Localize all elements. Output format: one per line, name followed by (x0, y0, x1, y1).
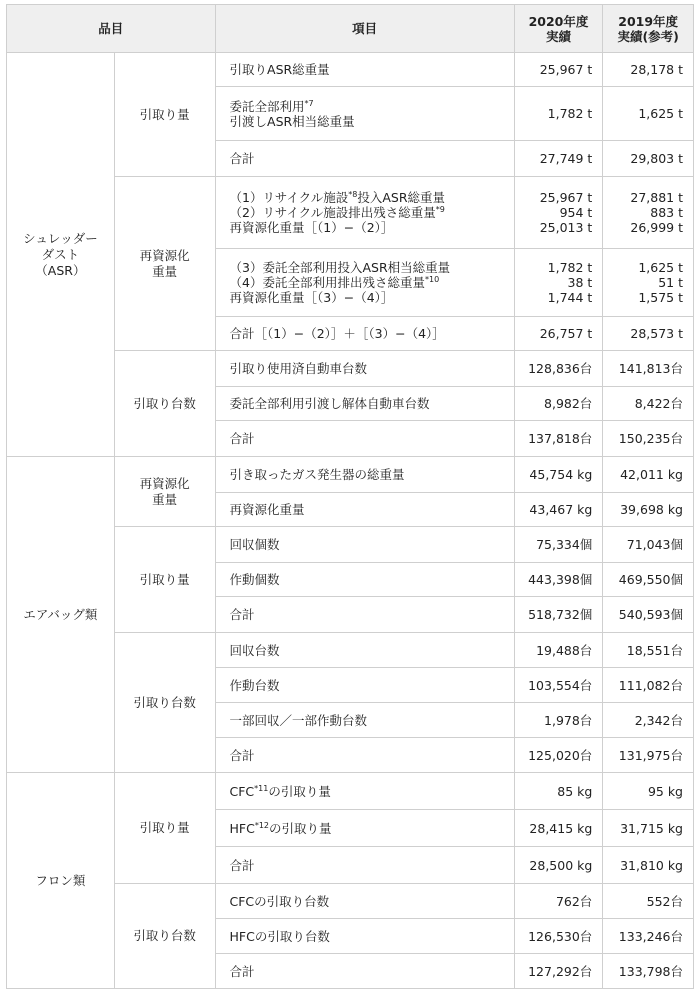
value-2019-cell (603, 847, 694, 884)
value-2019-cell-line: 51 t (658, 275, 683, 290)
value-2019-cell (603, 317, 694, 351)
item-text-cont: 投入ASR総重量 (357, 190, 445, 205)
value-2020-cell-line: 127,292台 (528, 963, 593, 979)
item-cell (215, 53, 514, 87)
category-cell (7, 457, 115, 773)
value-2020-cell-line: 137,818台 (528, 431, 593, 446)
subcategory-cell-line: 再資源化 (139, 475, 190, 491)
value-2019-cell (603, 493, 694, 527)
item-text: CFC (229, 783, 255, 799)
table-row (7, 53, 694, 87)
value-2019-cell (603, 457, 694, 493)
value-2019-cell (603, 703, 694, 738)
item-text: 合計 (229, 431, 255, 446)
value-2020-cell (514, 954, 603, 989)
item-cell (215, 668, 514, 703)
subcategory-cell (114, 457, 215, 527)
item-line (230, 326, 513, 341)
value-2020-cell (514, 563, 603, 597)
item-text: 作動台数 (229, 677, 280, 693)
item-line (230, 431, 513, 446)
value-2020-cell (514, 249, 603, 317)
value-2019-cell (603, 668, 694, 703)
value-2020-cell (514, 457, 603, 493)
value-2020-cell (514, 738, 603, 773)
item-cell (215, 177, 514, 249)
header-fy2019-line1: 2019年度 (618, 13, 679, 29)
value-2020-cell-line: 954 t (559, 205, 593, 220)
item-line (230, 713, 513, 728)
item-line (230, 396, 513, 411)
value-2020-cell-line: 85 kg (557, 783, 593, 799)
subcategory-cell-line: 引取り台数 (133, 395, 196, 411)
value-2019-cell-line: 26,999 t (630, 220, 683, 235)
value-2019-cell-line: 28,573 t (630, 326, 683, 341)
value-2020-cell-line: 25,967 t (539, 62, 593, 77)
value-2019-cell-line: 469,550個 (618, 572, 683, 587)
item-text: （3）委託全部利用投入ASR相当総重量 (229, 260, 451, 275)
item-cell (215, 563, 514, 597)
subcategory-cell-line: 引取り台数 (133, 694, 196, 710)
value-2020-cell-line: 126,530台 (528, 928, 593, 944)
value-2019-cell-line: 71,043個 (626, 537, 683, 552)
value-2020-cell-line: 443,398個 (528, 572, 593, 587)
value-2019-cell-line: 39,698 kg (620, 502, 683, 517)
value-2020-cell (514, 351, 603, 387)
category-cell-line: フロン類 (35, 872, 86, 888)
item-cell (215, 351, 514, 387)
item-cell (215, 421, 514, 457)
subcategory-cell (114, 53, 215, 177)
subcategory-cell (114, 773, 215, 884)
subcategory-cell-line: 重量 (152, 263, 178, 279)
header-fy2020-line2: 実績 (545, 28, 571, 44)
value-2019-cell (603, 351, 694, 387)
header-fy2020 (514, 5, 603, 53)
subcategory-cell-line: 重量 (152, 491, 178, 507)
value-2019-cell-line: 18,551台 (626, 642, 683, 658)
item-line (230, 748, 513, 763)
subcategory-cell-line: 引取り量 (139, 571, 190, 587)
header-fy2019-line2: 実績(参考) (617, 28, 679, 44)
item-text: 引渡しASR相当総重量 (229, 113, 355, 129)
value-2020-cell-line: 103,554台 (528, 677, 593, 693)
item-line (230, 467, 513, 482)
value-2020-cell (514, 884, 603, 919)
item-text: 合計［（1）−（2）］＋［（3）−（4）］ (229, 326, 445, 341)
item-text: HFC (229, 820, 255, 836)
value-2020-cell (514, 703, 603, 738)
value-2019-cell (603, 177, 694, 249)
item-cell (215, 919, 514, 954)
value-2020-cell-line: 28,500 kg (529, 857, 593, 873)
value-2020-cell (514, 773, 603, 810)
header-item: 項目 (215, 5, 514, 53)
value-2019-cell-line: 1,625 t (638, 106, 683, 121)
value-2019-cell (603, 738, 694, 773)
value-2020-cell-line: 28,415 kg (529, 820, 593, 836)
item-line (230, 572, 513, 587)
item-text-cont: の引取り量 (269, 820, 332, 836)
header-fy2019 (603, 5, 694, 53)
value-2019-cell (603, 141, 694, 177)
table-row (7, 773, 694, 810)
item-cell (215, 954, 514, 989)
value-2020-cell (514, 317, 603, 351)
item-text: HFCの引取り台数 (229, 928, 330, 944)
footnote-mark: *7 (304, 98, 314, 108)
value-2020-cell (514, 493, 603, 527)
item-cell (215, 847, 514, 884)
subcategory-cell-line: 再資源化 (139, 247, 190, 263)
value-2020-cell (514, 633, 603, 668)
item-cell (215, 317, 514, 351)
subcategory-cell (114, 351, 215, 457)
item-cell (215, 633, 514, 668)
table-body (7, 53, 694, 989)
value-2019-cell-line: 141,813台 (618, 361, 683, 376)
subcategory-cell (114, 633, 215, 773)
value-2019-cell-line: 8,422台 (634, 396, 683, 411)
category-cell-line: エアバッグ類 (23, 606, 98, 622)
subcategory-cell-line: 引取り量 (139, 820, 190, 835)
item-text: 合計 (229, 857, 255, 873)
item-line (230, 858, 513, 873)
item-line (230, 114, 513, 129)
value-2019-cell-line: 150,235台 (618, 431, 683, 446)
item-cell (215, 527, 514, 563)
value-2020-cell-line: 8,982台 (544, 396, 593, 411)
item-line (230, 502, 513, 517)
value-2019-cell (603, 387, 694, 421)
table-row (7, 457, 694, 493)
value-2020-cell (514, 668, 603, 703)
footnote-mark: *10 (424, 275, 440, 284)
item-text-cont: の引取り量 (268, 783, 331, 799)
item-text: （1）リサイクル施設 (229, 190, 349, 205)
value-2019-cell-line: 1,575 t (638, 290, 683, 305)
item-cell (215, 884, 514, 919)
item-text: 合計 (229, 607, 255, 622)
value-2019-cell (603, 249, 694, 317)
item-line (230, 894, 513, 909)
category-cell-line: シュレッダー (23, 230, 98, 246)
value-2020-cell-line: 26,757 t (539, 326, 593, 341)
item-line (230, 220, 513, 235)
value-2019-cell-line: 540,593個 (618, 607, 683, 622)
footnote-mark: *9 (435, 205, 445, 214)
item-cell (215, 810, 514, 847)
value-2019-cell (603, 810, 694, 847)
value-2019-cell (603, 53, 694, 87)
item-text: 合計 (229, 963, 255, 979)
value-2020-cell-line: 45,754 kg (529, 467, 593, 482)
value-2019-cell-line: 133,798台 (618, 963, 683, 979)
value-2019-cell-line: 29,803 t (630, 151, 683, 166)
value-2019-cell-line: 28,178 t (630, 62, 683, 77)
value-2020-cell-line: 125,020台 (528, 747, 593, 763)
subcategory-cell (114, 527, 215, 633)
subcategory-cell (114, 177, 215, 351)
item-line (230, 929, 513, 944)
item-line (230, 275, 513, 290)
value-2020-cell (514, 527, 603, 563)
category-cell (7, 773, 115, 989)
item-text: 再資源化重量［（1）−（2）］ (229, 220, 394, 235)
value-2020-cell (514, 387, 603, 421)
value-2019-cell-line: 2,342台 (634, 712, 683, 728)
item-cell (215, 773, 514, 810)
value-2020-cell-line: 25,013 t (539, 220, 593, 235)
item-text: 合計 (229, 151, 255, 166)
category-cell-line: ダスト (41, 246, 80, 262)
item-text: 回収台数 (229, 642, 280, 658)
item-text: 再資源化重量［（3）−（4）］ (229, 290, 394, 305)
value-2020-cell (514, 847, 603, 884)
item-line (230, 205, 513, 220)
value-2019-cell (603, 954, 694, 989)
value-2020-cell-line: 128,836台 (528, 361, 593, 376)
item-line (230, 62, 513, 77)
value-2020-cell-line: 1,782 t (547, 260, 593, 275)
value-2020-cell (514, 810, 603, 847)
value-2020-cell (514, 141, 603, 177)
item-text: （2）リサイクル施設排出残さ総重量 (229, 205, 436, 220)
value-2019-cell-line: 42,011 kg (620, 467, 683, 482)
value-2019-cell (603, 597, 694, 633)
footnote-mark: *12 (254, 820, 270, 830)
subcategory-cell-line: 引取り台数 (133, 928, 196, 943)
item-line (230, 260, 513, 275)
item-cell (215, 597, 514, 633)
value-2019-cell-line: 111,082台 (618, 677, 683, 693)
table-header (7, 5, 694, 53)
value-2020-cell-line: 27,749 t (539, 151, 593, 166)
value-2020-cell (514, 421, 603, 457)
value-2020-cell (514, 53, 603, 87)
item-line (230, 290, 513, 305)
item-line (230, 361, 513, 376)
item-text: 引取りASR総重量 (229, 62, 330, 77)
value-2020-cell-line: 75,334個 (536, 537, 593, 552)
value-2020-cell-line: 43,467 kg (529, 502, 593, 517)
subcategory-cell-line: 引取り量 (139, 106, 190, 122)
value-2019-cell (603, 421, 694, 457)
item-cell (215, 457, 514, 493)
item-text: 委託全部利用 (229, 98, 305, 114)
value-2019-cell-line: 27,881 t (630, 190, 683, 205)
item-text: 回収個数 (229, 537, 280, 552)
item-text: 一部回収／一部作動台数 (229, 712, 368, 728)
header-category: 品目 (7, 5, 216, 53)
value-2020-cell-line: 38 t (567, 275, 593, 290)
recycling-results-table (6, 4, 694, 989)
item-text: 作動個数 (229, 572, 280, 587)
value-2020-cell-line: 1,978台 (544, 712, 593, 728)
value-2020-cell (514, 177, 603, 249)
value-2019-cell (603, 633, 694, 668)
footnote-mark: *8 (348, 190, 358, 199)
item-line (230, 537, 513, 552)
item-line (230, 821, 513, 836)
value-2019-cell (603, 527, 694, 563)
value-2020-cell-line: 25,967 t (539, 190, 593, 205)
item-cell (215, 87, 514, 141)
value-2020-cell-line: 518,732個 (528, 607, 593, 622)
value-2020-cell-line: 1,744 t (547, 290, 593, 305)
value-2019-cell-line: 133,246台 (618, 928, 683, 944)
value-2019-cell (603, 919, 694, 954)
footnote-mark: *11 (254, 783, 269, 793)
value-2019-cell (603, 773, 694, 810)
item-text: 引き取ったガス発生器の総重量 (229, 467, 405, 482)
item-line (230, 190, 513, 205)
item-text: （4）委託全部利用排出残さ総重量 (229, 275, 425, 290)
item-line (230, 99, 513, 114)
value-2020-cell (514, 919, 603, 954)
subcategory-cell (114, 884, 215, 989)
item-cell (215, 703, 514, 738)
value-2020-cell-line: 19,488台 (536, 642, 593, 658)
item-line (230, 607, 513, 622)
item-line (230, 643, 513, 658)
value-2019-cell (603, 87, 694, 141)
value-2019-cell-line: 131,975台 (618, 747, 683, 763)
value-2019-cell-line: 552台 (646, 893, 683, 909)
category-cell (7, 53, 115, 457)
value-2019-cell (603, 563, 694, 597)
value-2020-cell (514, 87, 603, 141)
item-cell (215, 249, 514, 317)
value-2019-cell-line: 95 kg (647, 783, 683, 799)
item-line (230, 151, 513, 166)
value-2019-cell-line: 883 t (650, 205, 683, 220)
item-cell (215, 493, 514, 527)
value-2019-cell (603, 884, 694, 919)
value-2019-cell-line: 31,810 kg (620, 857, 683, 873)
item-cell (215, 738, 514, 773)
header-fy2020-line1: 2020年度 (528, 13, 589, 29)
item-text: 合計 (229, 747, 255, 763)
item-text: 再資源化重量 (229, 502, 305, 517)
item-cell (215, 141, 514, 177)
category-cell-line: （ASR） (35, 262, 86, 278)
item-text: 委託全部利用引渡し解体自動車台数 (229, 396, 430, 411)
value-2019-cell-line: 31,715 kg (620, 820, 683, 836)
item-line (230, 678, 513, 693)
value-2020-cell-line: 1,782 t (547, 106, 593, 121)
item-text: CFCの引取り台数 (229, 893, 330, 909)
item-line (230, 784, 513, 799)
item-cell (215, 387, 514, 421)
item-line (230, 964, 513, 979)
value-2020-cell-line: 762台 (555, 893, 593, 909)
value-2019-cell-line: 1,625 t (638, 260, 683, 275)
item-text: 引取り使用済自動車台数 (229, 361, 368, 376)
value-2020-cell (514, 597, 603, 633)
